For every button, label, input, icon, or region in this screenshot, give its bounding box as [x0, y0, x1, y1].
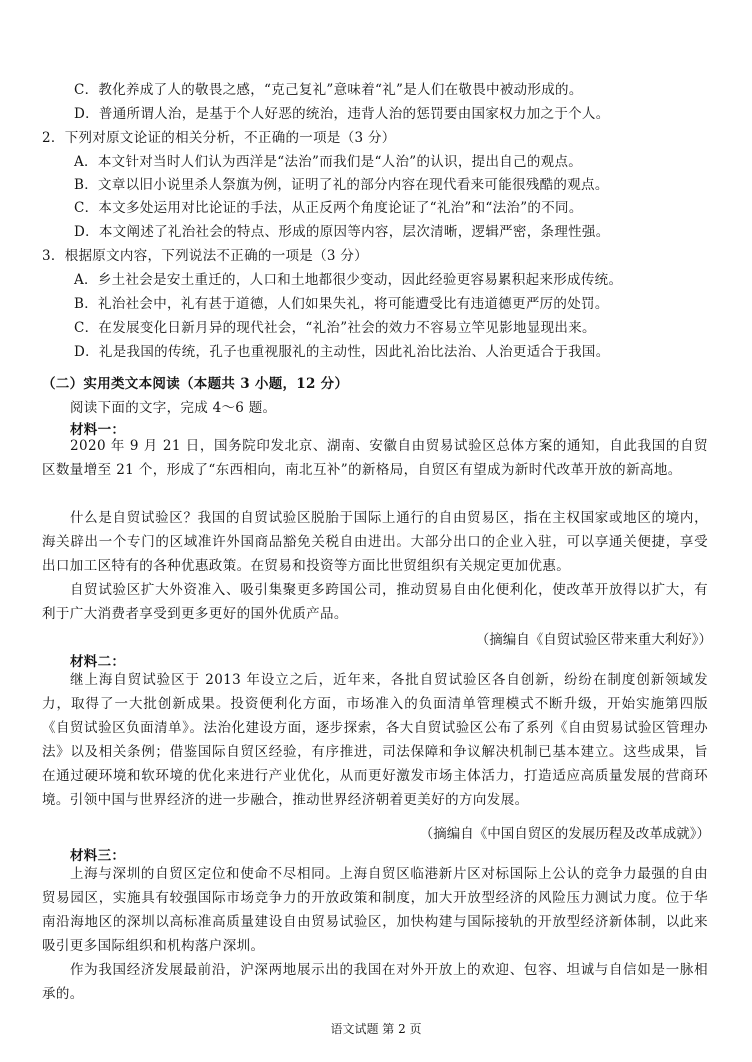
material-2-source: （摘编自《中国自贸区的发展历程及改革成就》） — [419, 826, 710, 842]
page-footer: 语文试题 第 2 页 — [330, 1022, 422, 1036]
option-a-q3: A．乡土社会是安土重迁的，人口和土地都很少变动，因此经验更容易累积起来形成传统。 — [74, 272, 623, 288]
option-d-q2: D．本文阐述了礼治社会的特点、形成的原因等内容，层次清晰，逻辑严密，条理性强。 — [74, 224, 610, 240]
option-d-q3: D．礼是我国的传统，孔子也重视服礼的主动性，因此礼治比法治、人治更适合于我国。 — [74, 344, 610, 360]
material-1-para-3: 自贸试验区扩大外资准入、吸引集聚更多跨国公司，推动贸易自由化便利化，使改革开放得以扩大，有利于广大消费者享受到更多更好的国外优质产品。 — [42, 582, 708, 622]
question-2-stem: 2．下列对原文论证的相关分析，不正确的一项是（3 分） — [42, 130, 396, 146]
material-1-title: 材料一： — [70, 422, 126, 438]
option-d-q1: D．普通所谓人治，是基于个人好恶的统治，违背人治的惩罚要由国家权力加之于个人。 — [74, 106, 610, 122]
material-3-para-1: 上海与深圳的自贸区定位和使命不尽相同。上海自贸区临港新片区对标国际上公认的竞争力最强的自由贸易园区，实施具有较强国际市场竞争力的开放政策和制度，加大开放型经济的风险压力测试力度。位于华南沿海地区的深圳以高标准高质量建设自由贸易试验区，加快构建与国际接轨的开放型经济新体制，以此来吸引更多国际组织和机构落户深圳。 — [42, 866, 708, 954]
material-1-source: （摘编自《自贸试验区带来重大利好》） — [475, 632, 712, 648]
option-b-q3: B．礼治社会中，礼有甚于道德，人们如果失礼，将可能遭受比有违道德更严厉的处罚。 — [74, 296, 609, 312]
material-2-para-1: 继上海自贸试验区于 2013 年设立之后，近年来，各批自贸试验区各自创新，纷纷在制度创新领域发力，取得了一大批创新成果。投资便利化方面，市场准入的负面清单管理模式不断升级，开始实施第四版《自贸试验区负面清单》。法治化建设方面，逐步探索，各大自贸试验区公布了系列《自由贸易试验区管理办法》以及相关条例；借鉴国际自贸区经验，有序推进，司法保障和争议解决机制已基本建立。这些成果，旨在通过硬环境和软环境的优化来进行产业优化，从而更好激发市场主体活力，打造适应高质量发展的营商环境。引领中国与世界经济的进一步融合，推动世界经济朝着更美好的方向发展。 — [42, 672, 708, 808]
option-b-q2: B．文章以旧小说里杀人祭旗为例，证明了礼的部分内容在现代看来可能很残酷的观点。 — [74, 177, 609, 193]
question-3-stem: 3．根据原文内容，下列说法不正确的一项是（3 分） — [42, 248, 368, 264]
section-heading: （二）实用类文本阅读（本题共 3 小题，12 分） — [42, 376, 349, 392]
instruction: 阅读下面的文字，完成 4～6 题。 — [70, 400, 277, 416]
option-c-q2: C．本文多处运用对比论证的手法，从正反两个角度论证了“礼治”和“法治”的不同。 — [74, 200, 583, 216]
option-c-q3: C．在发展变化日新月异的现代社会，“礼治”社会的效力不容易立竿见影地显现出来。 — [74, 320, 596, 336]
material-1-para-1: 2020 年 9 月 21 日，国务院印发北京、湖南、安徽自由贸易试验区总体方案的通知，自此我国的自贸区数量增至 21 个，形成了“东西相向，南北互补”的新格局，自贸区有望成为新时代改革开放的新高地。 — [42, 438, 708, 478]
option-a-q2: A．本文针对当时人们认为西洋是“法治”而我们是“人治”的认识，提出自己的观点。 — [74, 154, 583, 170]
option-c-q1: C．教化养成了人的敬畏之感，“克己复礼”意味着“礼”是人们在敬畏中被动形成的。 — [74, 82, 583, 98]
material-3-title: 材料三： — [70, 848, 126, 864]
material-3-para-2: 作为我国经济发展最前沿，沪深两地展示出的我国在对外开放上的欢迎、包容、坦诚与自信如是一脉相承的。 — [42, 962, 708, 1002]
material-1-para-2: 什么是自贸试验区？我国的自贸试验区脱胎于国际上通行的自由贸易区，指在主权国家或地区的境内，海关辟出一个专门的区域准许外国商品豁免关税自由进出。大部分出口的企业入驻，可以享通关便捷，享受出口加工区特有的各种优惠政策。在贸易和投资等方面比世贸组织有关规定更加优惠。 — [42, 510, 708, 574]
material-2-title: 材料二： — [70, 654, 126, 670]
